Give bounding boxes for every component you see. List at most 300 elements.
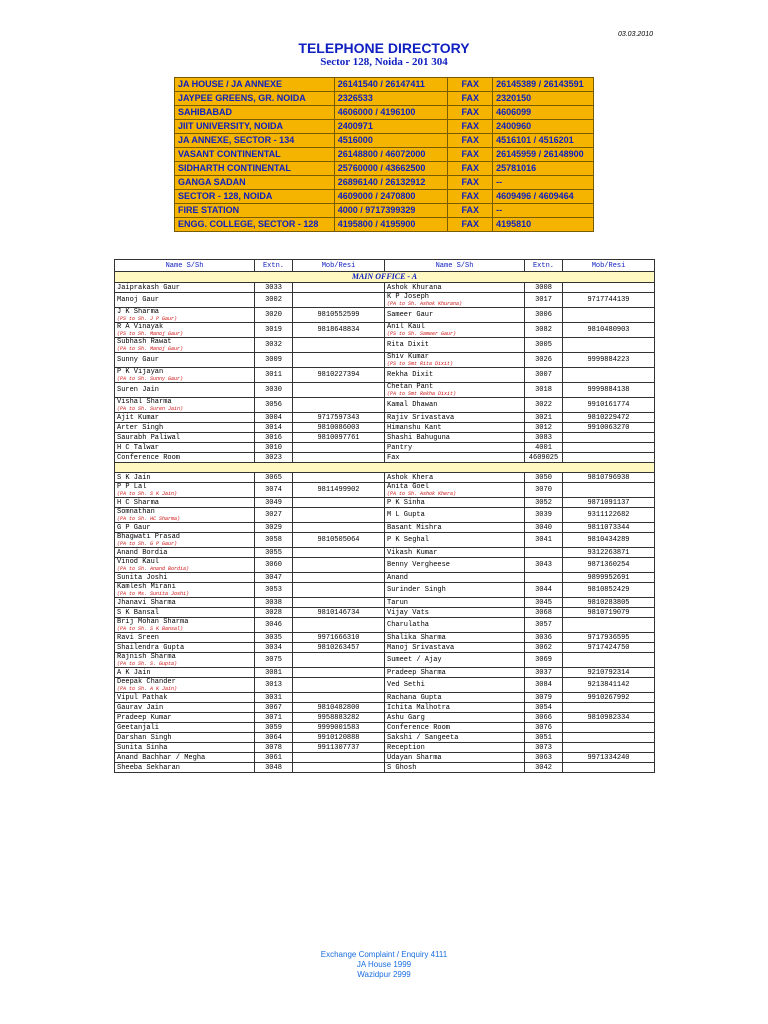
entry-mobile: 9717424750 (563, 643, 655, 653)
entry-mobile (293, 443, 385, 453)
entry-name (115, 443, 255, 453)
office-name: SIDHARTH CONTINENTAL (175, 162, 335, 176)
entry-name (385, 558, 525, 573)
entry-name (115, 523, 255, 533)
table-row (115, 323, 655, 338)
entry-extension: 3030 (255, 383, 293, 398)
entry-mobile: 9312263871 (563, 548, 655, 558)
entry-name (115, 643, 255, 653)
entry-mobile (563, 618, 655, 633)
entry-mobile (293, 398, 385, 413)
entry-name (115, 353, 255, 368)
entry-mobile (563, 763, 655, 773)
entry-extension: 3007 (525, 368, 563, 383)
entry-extension: 3021 (525, 413, 563, 423)
entry-extension: 3045 (525, 598, 563, 608)
entry-assistant-note: (PS to Sh. Sameer Gaur) (387, 331, 457, 337)
entry-name-text: Rajiv Srivastava (387, 413, 455, 422)
entry-extension: 3013 (255, 678, 293, 693)
entry-mobile (293, 353, 385, 368)
entry-mobile (293, 498, 385, 508)
entry-extension: 3036 (525, 633, 563, 643)
office-name: VASANT CONTINENTAL (175, 148, 335, 162)
entry-extension: 3071 (255, 713, 293, 723)
entry-name (385, 723, 525, 733)
office-row (175, 92, 594, 106)
office-row (175, 176, 594, 190)
entry-name (115, 433, 255, 443)
entry-name-text: Pradeep Kumar (117, 713, 172, 722)
header-mob: Mob/Resi (563, 260, 655, 272)
office-phone: 4000 / 9717399329 (334, 204, 448, 218)
entry-name-text: Manoj Gaur (117, 296, 160, 304)
office-name: JAYPEE GREENS, GR. NOIDA (175, 92, 335, 106)
entry-assistant-note: (PA to Sh. S. Gupta) (117, 661, 178, 667)
entry-extension: 3073 (525, 743, 563, 753)
entry-mobile: 9871091137 (563, 498, 655, 508)
office-phone: 25760000 / 43662500 (334, 162, 448, 176)
entry-name-text: Himanshu Kant (387, 423, 442, 432)
entry-name-text: Ashok Khera (387, 473, 434, 482)
table-row (115, 283, 655, 293)
entry-name-text: Subhash Rawat (117, 338, 172, 346)
office-phone: 4606000 / 4196100 (334, 106, 448, 120)
entry-mobile (293, 383, 385, 398)
entry-name (115, 398, 255, 413)
section-title: MAIN OFFICE - A (115, 272, 655, 283)
entry-name (115, 548, 255, 558)
entry-name (115, 383, 255, 398)
entry-name-text: Sheeba Sekharan (117, 763, 181, 772)
entry-mobile: 9810719079 (563, 608, 655, 618)
entry-mobile: 9810480903 (563, 323, 655, 338)
entry-extension: 3009 (255, 353, 293, 368)
entry-extension: 3031 (255, 693, 293, 703)
entry-mobile: 9810852429 (563, 583, 655, 598)
office-row (175, 190, 594, 204)
entry-mobile: 9810227394 (293, 368, 385, 383)
entry-name-text: P P Lal (117, 483, 147, 491)
entry-extension: 4609025 (525, 453, 563, 463)
entry-name-text: Anand Bachhar / Megha (117, 753, 206, 762)
entry-extension: 3027 (255, 508, 293, 523)
table-row (115, 498, 655, 508)
table-row (115, 423, 655, 433)
entry-extension: 3038 (255, 598, 293, 608)
table-row (115, 353, 655, 368)
entry-name-text: Benny Vergheese (387, 561, 451, 569)
entry-name-text: Gaurav Jain (117, 703, 164, 712)
directory-header-row (115, 260, 655, 272)
entry-mobile: 9210792314 (563, 668, 655, 678)
entry-name-text: Suren Jain (117, 386, 160, 394)
entry-extension: 3023 (255, 453, 293, 463)
entry-extension: 3050 (525, 473, 563, 483)
entry-extension: 3079 (525, 693, 563, 703)
office-phone: 4195800 / 4195900 (334, 218, 448, 232)
entry-name-text: Sunny Gaur (117, 356, 160, 364)
entry-name-text: Chetan Pant (387, 383, 434, 391)
entry-mobile (563, 723, 655, 733)
entry-name-text: Saurabh Paliwal (117, 433, 181, 442)
office-fax: 25781016 (493, 162, 594, 176)
office-phone: 2326533 (334, 92, 448, 106)
fax-label: FAX (448, 120, 493, 134)
entry-extension: 3018 (525, 383, 563, 398)
header-mob: Mob/Resi (293, 260, 385, 272)
entry-extension: 3075 (255, 653, 293, 668)
entry-name-text: Sunita Sinha (117, 743, 168, 752)
table-row (115, 633, 655, 643)
entry-name-text: Anand (387, 573, 409, 582)
entry-name-text: S K Bansal (117, 608, 160, 617)
entry-name (385, 283, 525, 293)
entry-extension: 3046 (255, 618, 293, 633)
entry-assistant-note: (PA to Sh. Manoj Gaur) (117, 346, 184, 352)
entry-extension: 3076 (525, 723, 563, 733)
entry-name-text: Bhagwati Prasad (117, 533, 181, 541)
entry-name (385, 668, 525, 678)
entry-name-text: J K Sharma (117, 308, 160, 316)
entry-name-text: Charulatha (387, 621, 430, 629)
entry-extension: 3008 (525, 283, 563, 293)
entry-name-text: P K Vijayan (117, 368, 164, 376)
entry-extension: 3020 (255, 308, 293, 323)
entry-name-text: M L Gupta (387, 511, 425, 519)
entry-assistant-note: (PA to Sh. A K Jain) (117, 686, 178, 692)
entry-assistant-note: (PA to Sh. Ashok Khera) (387, 491, 457, 497)
fax-label: FAX (448, 204, 493, 218)
entry-extension: 3082 (525, 323, 563, 338)
entry-mobile: 9871360254 (563, 558, 655, 573)
table-row (115, 643, 655, 653)
entry-name-text: Ashok Khurana (387, 283, 442, 292)
entry-mobile: 9810263457 (293, 643, 385, 653)
entry-mobile: 9810505064 (293, 533, 385, 548)
office-name: SAHIBABAD (175, 106, 335, 120)
entry-name (115, 413, 255, 423)
table-row (115, 523, 655, 533)
entry-extension: 3039 (525, 508, 563, 523)
office-fax: 2400960 (493, 120, 594, 134)
table-row (115, 473, 655, 483)
entry-name-text: Darshan Singh (117, 733, 172, 742)
entry-extension: 3006 (525, 308, 563, 323)
entry-name-text: Vijay Vats (387, 608, 430, 617)
table-row (115, 618, 655, 633)
entry-mobile (293, 293, 385, 308)
entry-extension: 3067 (255, 703, 293, 713)
office-fax: 4609496 / 4609464 (493, 190, 594, 204)
entry-extension: 3062 (525, 643, 563, 653)
entry-assistant-note: (PA to Smt Rekha Dixit) (387, 391, 457, 397)
entry-name (385, 618, 525, 633)
entry-extension: 3004 (255, 413, 293, 423)
entry-mobile (563, 733, 655, 743)
entry-mobile: 9810229472 (563, 413, 655, 423)
entry-name (115, 608, 255, 618)
entry-name (115, 668, 255, 678)
entry-name (115, 473, 255, 483)
entry-extension: 3016 (255, 433, 293, 443)
entry-name (385, 508, 525, 523)
entry-mobile (293, 523, 385, 533)
entry-name-text: Sameer Gaur (387, 311, 434, 319)
table-row (115, 753, 655, 763)
entry-mobile: 9810482800 (293, 703, 385, 713)
entry-name (385, 383, 525, 398)
entry-mobile (293, 653, 385, 668)
entry-assistant-note: (PA to Sh. Sunny Gaur) (117, 376, 184, 382)
entry-mobile (563, 368, 655, 383)
entry-extension: 3033 (255, 283, 293, 293)
entry-extension: 3011 (255, 368, 293, 383)
entry-extension: 3040 (525, 523, 563, 533)
entry-name-text: P K Sinha (387, 498, 425, 507)
entry-name-text: Manoj Srivastava (387, 643, 455, 652)
entry-name (385, 573, 525, 583)
entry-extension: 3012 (525, 423, 563, 433)
entry-mobile: 9810097761 (293, 433, 385, 443)
office-name: JIIT UNIVERSITY, NOIDA (175, 120, 335, 134)
entry-name-text: R A Vinayak (117, 323, 164, 331)
table-row (115, 703, 655, 713)
entry-mobile (293, 508, 385, 523)
entry-mobile (293, 678, 385, 693)
table-row (115, 713, 655, 723)
office-row (175, 106, 594, 120)
entry-name-text: Kamlesh Mirani (117, 583, 176, 591)
entry-name-text: Ajit Kumar (117, 413, 160, 422)
group-separator (115, 463, 655, 473)
office-phone: 26896140 / 26132912 (334, 176, 448, 190)
entry-name (115, 618, 255, 633)
entry-extension: 3069 (525, 653, 563, 668)
entry-name (115, 743, 255, 753)
table-row (115, 763, 655, 773)
entry-name (385, 608, 525, 618)
entry-name-text: Somnathan (117, 508, 155, 516)
fax-label: FAX (448, 162, 493, 176)
entry-name (385, 453, 525, 463)
entry-name-text: Sumeet / Ajay (387, 656, 442, 664)
entry-name-text: Anil Kaul (387, 323, 425, 331)
entry-name (385, 293, 525, 308)
entry-assistant-note: (PA to Ms. Sunita Joshi) (117, 591, 190, 597)
table-row (115, 598, 655, 608)
office-row (175, 134, 594, 148)
office-fax: 26145959 / 26148900 (493, 148, 594, 162)
entry-name-text: Ashu Garg (387, 713, 425, 722)
entry-name-text: Kamal Dhawan (387, 401, 438, 409)
entry-name-text: Brij Mohan Sharma (117, 618, 189, 626)
table-row (115, 733, 655, 743)
entry-mobile: 9910120888 (293, 733, 385, 743)
entry-extension: 3056 (255, 398, 293, 413)
entry-extension: 3042 (525, 763, 563, 773)
entry-name (385, 678, 525, 693)
entry-mobile: 9810086003 (293, 423, 385, 433)
entry-name-text: G P Gaur (117, 523, 151, 532)
entry-name (385, 693, 525, 703)
entry-mobile (563, 653, 655, 668)
fax-label: FAX (448, 176, 493, 190)
table-row (115, 368, 655, 383)
entry-name (115, 498, 255, 508)
entry-assistant-note: (PA to Sh. Anand Bordia) (117, 566, 190, 572)
fax-label: FAX (448, 218, 493, 232)
section-title-row (115, 272, 655, 283)
table-row (115, 508, 655, 523)
entry-name (115, 733, 255, 743)
entry-mobile: 9717744139 (563, 293, 655, 308)
fax-label: FAX (448, 78, 493, 92)
entry-name-text: Rita Dixit (387, 341, 430, 349)
entry-mobile (563, 703, 655, 713)
entry-name (115, 678, 255, 693)
entry-mobile (563, 453, 655, 463)
entry-mobile: 9999884138 (563, 383, 655, 398)
entry-extension: 3051 (525, 733, 563, 743)
entry-name (115, 533, 255, 548)
entry-mobile: 9971666310 (293, 633, 385, 643)
entry-extension: 3019 (255, 323, 293, 338)
entry-extension: 3078 (255, 743, 293, 753)
entry-extension: 3047 (255, 573, 293, 583)
entry-name-text: Surinder Singh (387, 586, 446, 594)
entry-extension: 3084 (525, 678, 563, 693)
entry-name (115, 293, 255, 308)
entry-extension: 3032 (255, 338, 293, 353)
page-subtitle: Sector 128, Noida - 201 304 (320, 56, 448, 68)
office-phone: 26148800 / 46072000 (334, 148, 448, 162)
entry-name (115, 693, 255, 703)
table-row (115, 723, 655, 733)
entry-name (385, 763, 525, 773)
entry-mobile: 9311122682 (563, 508, 655, 523)
entry-mobile (293, 473, 385, 483)
entry-mobile (563, 283, 655, 293)
entry-name (115, 703, 255, 713)
entry-name (385, 338, 525, 353)
entry-mobile (293, 548, 385, 558)
entry-extension: 3061 (255, 753, 293, 763)
entry-name-text: H C Sharma (117, 498, 160, 507)
entry-mobile (563, 443, 655, 453)
entry-name-text: Pradeep Sharma (387, 668, 446, 677)
table-row (115, 308, 655, 323)
entry-assistant-note: (PA to Sh. G P Gaur) (117, 541, 178, 547)
entry-extension: 3014 (255, 423, 293, 433)
entry-mobile (563, 483, 655, 498)
office-name: FIRE STATION (175, 204, 335, 218)
entry-name-text: Pantry (387, 443, 413, 452)
entry-extension: 3064 (255, 733, 293, 743)
entry-name (115, 583, 255, 598)
entry-extension: 3017 (525, 293, 563, 308)
entry-mobile (293, 573, 385, 583)
entry-name (115, 368, 255, 383)
entry-name (115, 323, 255, 338)
entry-mobile (563, 338, 655, 353)
entry-name-text: Reception (387, 743, 425, 752)
entry-name (115, 573, 255, 583)
entry-assistant-note: (PA to Sh. S K Jain) (117, 491, 178, 497)
entry-name-text: Ravi Sreen (117, 633, 160, 642)
entry-assistant-note: (PS to Smt Rita Dixit) (387, 361, 454, 367)
entry-extension: 3044 (525, 583, 563, 598)
entry-name (115, 753, 255, 763)
entry-name (385, 643, 525, 653)
entry-name-text: Rajnish Sharma (117, 653, 176, 661)
entry-mobile: 9810283805 (563, 598, 655, 608)
entry-extension: 3070 (525, 483, 563, 498)
entry-mobile: 9811499902 (293, 483, 385, 498)
entry-name-text: Ved Sethi (387, 681, 425, 689)
entry-name-text: Shailendra Gupta (117, 643, 185, 652)
entry-extension: 3010 (255, 443, 293, 453)
office-name: JA HOUSE / JA ANNEXE (175, 78, 335, 92)
office-name: ENGG. COLLEGE, SECTOR - 128 (175, 218, 335, 232)
entry-extension (525, 548, 563, 558)
entry-name (385, 533, 525, 548)
entry-mobile (563, 433, 655, 443)
entry-name (115, 653, 255, 668)
page-title: TELEPHONE DIRECTORY (298, 40, 470, 56)
entry-name-text: Deepak Chander (117, 678, 176, 686)
entry-extension: 3055 (255, 548, 293, 558)
entry-name (385, 473, 525, 483)
entry-name-text: P K Seghal (387, 536, 430, 544)
entry-name (385, 423, 525, 433)
entry-name (115, 483, 255, 498)
table-row (115, 653, 655, 668)
entry-name-text: A K Jain (117, 668, 151, 677)
table-row (115, 693, 655, 703)
entry-assistant-note: (PS to Sh. Manoj Gaur) (117, 331, 184, 337)
header-name: Name S/Sh (385, 260, 525, 272)
entry-mobile: 9717597343 (293, 413, 385, 423)
entry-assistant-note: (PA to Sh. HC Sharma) (117, 516, 181, 522)
office-row (175, 120, 594, 134)
entry-name (385, 398, 525, 413)
entry-mobile: 9910161774 (563, 398, 655, 413)
entry-name (115, 423, 255, 433)
entry-name-text: S Ghosh (387, 763, 417, 772)
table-row (115, 338, 655, 353)
entry-name (115, 558, 255, 573)
entry-extension: 3028 (255, 608, 293, 618)
entry-name (385, 413, 525, 423)
entry-name (385, 583, 525, 598)
entry-mobile (293, 583, 385, 598)
offices-table (174, 77, 594, 232)
entry-name (385, 548, 525, 558)
table-row (115, 293, 655, 308)
entry-mobile: 9818648834 (293, 323, 385, 338)
table-row (115, 443, 655, 453)
entry-extension: 3052 (525, 498, 563, 508)
entry-name (115, 598, 255, 608)
office-fax: 4606099 (493, 106, 594, 120)
entry-extension: 3022 (525, 398, 563, 413)
entry-name-text: Geetanjali (117, 723, 160, 732)
entry-extension: 3034 (255, 643, 293, 653)
office-phone: 4609000 / 2470800 (334, 190, 448, 204)
entry-name (385, 368, 525, 383)
office-fax: 2320150 (493, 92, 594, 106)
table-row (115, 413, 655, 423)
